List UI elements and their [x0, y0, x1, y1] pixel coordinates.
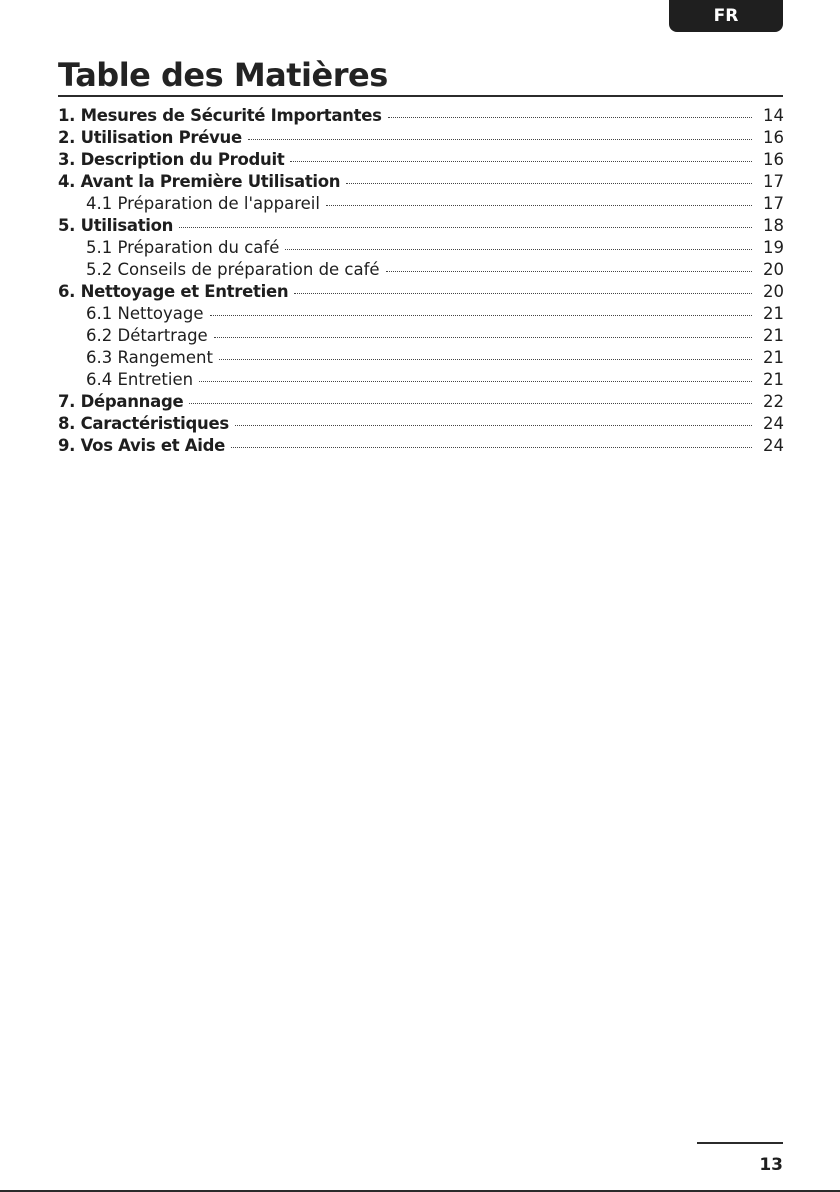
page-title: Table des Matières [58, 56, 388, 94]
title-divider [58, 95, 783, 97]
toc-section [58, 413, 784, 435]
toc-entry-label: 5.2 Conseils de préparation de café [86, 260, 380, 279]
toc-section [58, 149, 784, 171]
toc-entry-label: 4. Avant la Première Utilisation [58, 172, 341, 191]
toc-subsection [58, 193, 784, 215]
toc-entry-page: 20 [763, 282, 784, 301]
toc-entry-page: 16 [763, 128, 784, 147]
toc-section [58, 391, 784, 413]
toc-section [58, 281, 784, 303]
toc-entry-label: 6. Nettoyage et Entretien [58, 282, 289, 301]
page-number: 13 [759, 1155, 783, 1175]
toc-subsection [58, 347, 784, 369]
toc-subsection [58, 237, 784, 259]
language-tab: FR [669, 0, 783, 32]
toc-subsection [58, 325, 784, 347]
toc-entry-page: 22 [763, 392, 784, 411]
toc-subsection [58, 259, 784, 281]
toc-entry-label: 2. Utilisation Prévue [58, 128, 242, 147]
dot-leader [214, 337, 752, 338]
toc-entry-page: 21 [763, 370, 784, 389]
toc-entry-page: 19 [763, 238, 784, 257]
dot-leader [219, 359, 752, 360]
toc-section [58, 105, 784, 127]
toc-subsection [58, 303, 784, 325]
toc-entry-page: 18 [763, 216, 784, 235]
toc-entry-page: 17 [763, 194, 784, 213]
dot-leader [179, 227, 752, 228]
toc-entry-label: 3. Description du Produit [58, 150, 285, 169]
dot-leader [285, 249, 752, 250]
dot-leader [210, 315, 752, 316]
toc-entry-label: 4.1 Préparation de l'appareil [86, 194, 320, 213]
toc-entry-label: 5. Utilisation [58, 216, 174, 235]
toc-entry-page: 21 [763, 348, 784, 367]
dot-leader [189, 403, 752, 404]
dot-leader [386, 271, 752, 272]
footer-divider [697, 1142, 783, 1144]
toc-entry-label: 6.3 Rangement [86, 348, 213, 367]
toc-entry-label: 9. Vos Avis et Aide [58, 436, 225, 455]
toc-entry-page: 14 [763, 106, 784, 125]
toc-section [58, 127, 784, 149]
dot-leader [346, 183, 752, 184]
dot-leader [231, 447, 752, 448]
toc-section [58, 171, 784, 193]
toc-entry-page: 24 [763, 414, 784, 433]
toc-section [58, 435, 784, 457]
toc-entry-label: 6.1 Nettoyage [86, 304, 204, 323]
dot-leader [248, 139, 752, 140]
toc-entry-label: 7. Dépannage [58, 392, 184, 411]
toc-entry-page: 20 [763, 260, 784, 279]
dot-leader [294, 293, 752, 294]
table-of-contents [58, 105, 784, 457]
dot-leader [235, 425, 752, 426]
toc-entry-page: 21 [763, 304, 784, 323]
dot-leader [326, 205, 752, 206]
toc-entry-page: 17 [763, 172, 784, 191]
toc-subsection [58, 369, 784, 391]
toc-entry-page: 24 [763, 436, 784, 455]
toc-entry-page: 16 [763, 150, 784, 169]
dot-leader [388, 117, 752, 118]
dot-leader [199, 381, 752, 382]
toc-section [58, 215, 784, 237]
toc-entry-label: 5.1 Préparation du café [86, 238, 280, 257]
toc-entry-label: 8. Caractéristiques [58, 414, 229, 433]
toc-entry-label: 6.4 Entretien [86, 370, 194, 389]
dot-leader [290, 161, 752, 162]
toc-entry-label: 1. Mesures de Sécurité Importantes [58, 106, 382, 125]
toc-entry-label: 6.2 Détartrage [86, 326, 208, 345]
toc-entry-page: 21 [763, 326, 784, 345]
